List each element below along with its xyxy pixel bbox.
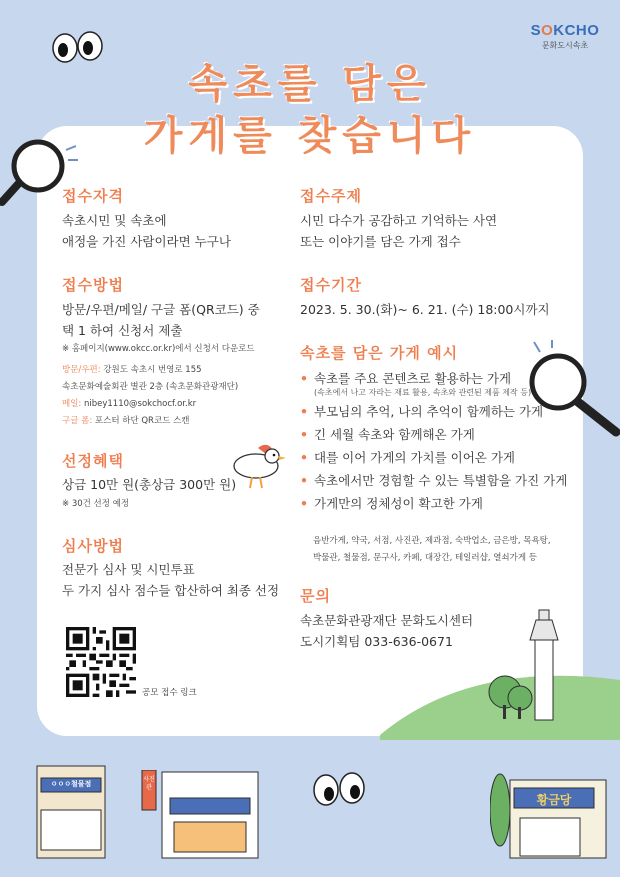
seagull-illustration [228,436,288,496]
review-heading: 심사방법 [62,537,124,555]
shop-sign-1: ㅇㅇㅇ철물점 [50,780,92,788]
example-item: • 대를 이어 가게의 가치를 이어온 가게 [300,448,570,468]
eligibility-text: 속초시민 및 속초에 애정을 가진 사람이라면 누구나 [62,213,231,249]
subject-heading: 접수주제 [300,187,362,205]
example-item: • 긴 세월 속초와 함께해온 가게 [300,425,570,445]
method-heading: 접수방법 [62,276,124,294]
example-item: • 속초에서만 경험할 수 있는 특별함을 가진 가게 [300,471,570,491]
shop-sign-2: 황금당 [536,793,572,807]
benefit-heading: 선정혜택 [62,452,124,470]
benefit-text: 상금 10만 원(총상금 300만 원) [62,477,237,492]
eyes-illustration-bottom [312,770,372,810]
examples-extra: 음반가게, 약국, 서점, 사진관, 제과점, 숙박업소, 금은방, 목욕탕, 박물관, 철물점, 문구사, 카페, 대장간, 테일러샵, 열쇠가게 등 [313,536,551,563]
logo-subtitle: 문화도시속초 [541,41,589,50]
ground-strip [0,860,620,877]
hardware-shop-illustration [35,760,107,860]
sokcho-logo [530,22,600,51]
photo-studio-illustration [140,770,270,860]
review-text: 전문가 심사 및 시민투표 두 가지 심사 점수들 합산하여 최종 선정 [62,562,280,598]
title-line-1: 속초를 담은 [188,61,432,107]
examples-heading: 속초를 담은 가게 예시 [300,344,459,362]
benefit-note: ※ 30건 선정 예정 [62,499,130,509]
subject-text: 시민 다수가 공감하고 기억하는 사연 또는 이야기를 담은 가게 접수 [300,213,498,249]
hill-illustration [380,600,620,740]
qr-label: 공모 접수 링크 [142,688,197,698]
period-heading: 접수기간 [300,276,362,294]
example-item: • 가게만의 정체성이 확고한 가게 [300,494,570,514]
method-details: 방문/우편: 강원도 속초시 번영로 155 속초문화예술회관 별관 2층 (속초문화관광재단) 메일: nibey1110@sokchocf.or.kr 구글 폼: 포스터 하단 QR코드 스캔 [62,365,239,426]
contact-heading: 문의 [300,587,331,605]
contact-text: 속초문화관광재단 문화도시센터 도시기획팀 033-636-0671 [300,613,474,649]
example-item: • 부모님의 추억, 나의 추억이 함께하는 가게 [300,402,570,422]
method-note: ※ 홈페이지(www.okcc.or.kr)에서 신청서 다운로드 [62,344,255,354]
eligibility-heading: 접수자격 [62,187,124,205]
title-line-2: 가게를 찾습니다 [143,113,477,159]
example-item: • 속초를 주요 콘텐츠로 활용하는 가게 (속초에서 나고 자라는 재료 활용, 속초와 관련된 제품 제작 등) [300,369,570,399]
examples-list [300,369,570,517]
period-text: 2023. 5. 30.(화)~ 6. 21. (수) 18:00시까지 [300,302,550,317]
method-text: 방문/우편/메일/ 구글 폼(QR코드) 중 택 1 하여 신청서 제출 [62,302,260,338]
qr-code[interactable] [66,627,136,697]
logo-wordmark: SOKCHO [530,22,600,39]
shop-sign-3: 사진관 [143,776,155,791]
jewelry-shop-illustration [490,770,610,860]
